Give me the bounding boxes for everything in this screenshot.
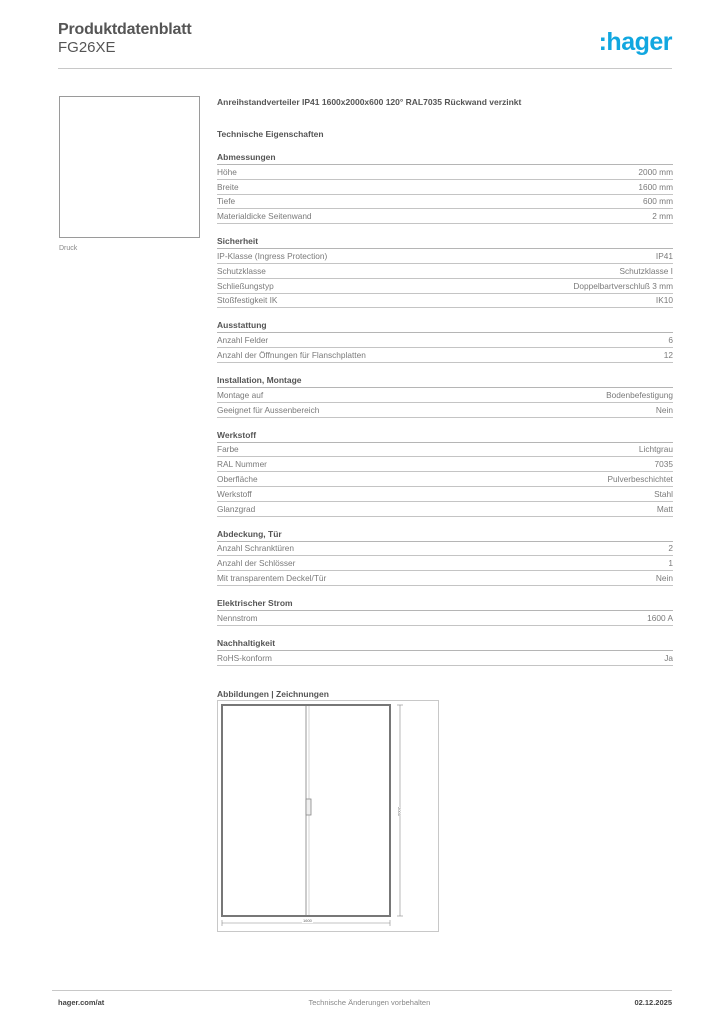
footer-divider xyxy=(52,990,672,991)
hager-logo: :hager xyxy=(598,28,672,56)
spec-value: 600 mm xyxy=(643,196,673,207)
image-caption: Druck xyxy=(59,245,78,252)
website-link[interactable]: hager.com/at xyxy=(58,998,105,1007)
spec-row xyxy=(217,403,673,418)
spec-label: RAL Nummer xyxy=(217,459,267,470)
header-divider xyxy=(58,68,672,69)
spec-group-abmessungen xyxy=(217,152,673,224)
spec-label: Geeignet für Aussenbereich xyxy=(217,404,320,415)
spec-value: Pulverbeschichtet xyxy=(607,474,673,485)
spec-label: Höhe xyxy=(217,166,237,177)
spec-row xyxy=(217,611,673,626)
spec-label: Materialdicke Seitenwand xyxy=(217,211,312,222)
spec-label: Oberfläche xyxy=(217,474,258,485)
spec-row xyxy=(217,249,673,264)
group-title: Nachhaltigkeit xyxy=(217,638,673,651)
spec-row xyxy=(217,457,673,472)
spec-group-nachhaltigkeit xyxy=(217,638,673,666)
group-title: Werkstoff xyxy=(217,430,673,443)
spec-row xyxy=(217,487,673,502)
spec-row xyxy=(217,294,673,309)
spec-value: 12 xyxy=(663,350,673,361)
spec-value: Bodenbefestigung xyxy=(606,389,673,400)
spec-value: Schutzklasse I xyxy=(619,265,673,276)
spec-row xyxy=(217,556,673,571)
document-date: 02.12.2025 xyxy=(634,998,672,1007)
spec-row xyxy=(217,472,673,487)
tech-properties-title: Technische Eigenschaften xyxy=(217,129,324,139)
spec-value: Nein xyxy=(655,404,673,415)
spec-value: Nein xyxy=(655,573,673,584)
group-title: Installation, Montage xyxy=(217,375,673,388)
spec-label: Breite xyxy=(217,181,239,192)
spec-group-sicherheit xyxy=(217,236,673,308)
spec-label: Anzahl der Schlösser xyxy=(217,558,296,569)
spec-value: IK10 xyxy=(655,295,673,306)
spec-row xyxy=(217,279,673,294)
spec-label: Farbe xyxy=(217,444,239,455)
spec-value: Ja xyxy=(664,652,673,663)
spec-label: Anzahl der Öffnungen für Flanschplatten xyxy=(217,350,366,361)
spec-value: 7035 xyxy=(654,459,673,470)
spec-group-abdeckung xyxy=(217,529,673,586)
group-title: Abdeckung, Tür xyxy=(217,529,673,542)
spec-label: Tiefe xyxy=(217,196,236,207)
width-dimension-label: 1600 xyxy=(303,918,312,923)
spec-value: Lichtgrau xyxy=(638,444,673,455)
spec-value: 2000 mm xyxy=(638,166,673,177)
spec-row xyxy=(217,195,673,210)
disclaimer-note: Technische Änderungen vorbehalten xyxy=(308,998,431,1007)
spec-value: 2 xyxy=(668,543,673,554)
spec-value: 6 xyxy=(668,335,673,346)
spec-row xyxy=(217,209,673,224)
figures-title: Abbildungen | Zeichnungen xyxy=(217,688,329,699)
group-title: Ausstattung xyxy=(217,320,673,333)
product-code: FG26XE xyxy=(58,39,116,56)
spec-row xyxy=(217,651,673,666)
spec-label: IP-Klasse (Ingress Protection) xyxy=(217,251,328,262)
spec-label: Stoßfestigkeit IK xyxy=(217,295,278,306)
spec-label: Glanzgrad xyxy=(217,503,256,514)
spec-row xyxy=(217,333,673,348)
spec-row xyxy=(217,348,673,363)
group-title: Sicherheit xyxy=(217,236,673,249)
group-title: Elektrischer Strom xyxy=(217,598,673,611)
spec-label: Schutzklasse xyxy=(217,265,266,276)
spec-group-installation xyxy=(217,375,673,418)
document-title: Produktdatenblatt xyxy=(58,21,192,38)
product-specs xyxy=(217,96,673,699)
spec-label: Mit transparentem Deckel/Tür xyxy=(217,573,327,584)
spec-row xyxy=(217,443,673,458)
spec-value: IP41 xyxy=(655,251,673,262)
spec-row xyxy=(217,502,673,517)
spec-row xyxy=(217,264,673,279)
spec-row xyxy=(217,165,673,180)
spec-value: 2 mm xyxy=(652,211,673,222)
spec-label: Nennstrom xyxy=(217,612,258,623)
product-image-placeholder xyxy=(59,96,200,238)
technical-drawing xyxy=(217,700,439,932)
spec-value: Stahl xyxy=(654,488,673,499)
spec-value: Matt xyxy=(656,503,673,514)
spec-group-werkstoff xyxy=(217,430,673,517)
spec-row xyxy=(217,542,673,557)
spec-value: Doppelbartverschluß 3 mm xyxy=(573,280,673,291)
spec-group-elektrischer-strom xyxy=(217,598,673,626)
height-dimension-label: 2000 xyxy=(396,807,402,816)
spec-row xyxy=(217,388,673,403)
spec-label: RoHS-konform xyxy=(217,652,272,663)
spec-label: Anzahl Schranktüren xyxy=(217,543,295,554)
spec-row xyxy=(217,180,673,195)
spec-label: Schließungstyp xyxy=(217,280,274,291)
spec-label: Anzahl Felder xyxy=(217,335,269,346)
spec-label: Werkstoff xyxy=(217,488,252,499)
page-footer xyxy=(58,998,672,1007)
cabinet-front-drawing-icon xyxy=(218,701,438,931)
spec-value: 1 xyxy=(668,558,673,569)
spec-value: 1600 A xyxy=(647,612,673,623)
spec-row xyxy=(217,571,673,586)
spec-group-ausstattung xyxy=(217,320,673,363)
page-header xyxy=(58,20,672,70)
product-description: Anreihstandverteiler IP41 1600x2000x600 120° RAL7035 Rückwand verzinkt xyxy=(217,97,522,107)
spec-label: Montage auf xyxy=(217,389,264,400)
spec-value: 1600 mm xyxy=(638,181,673,192)
group-title: Abmessungen xyxy=(217,152,673,165)
